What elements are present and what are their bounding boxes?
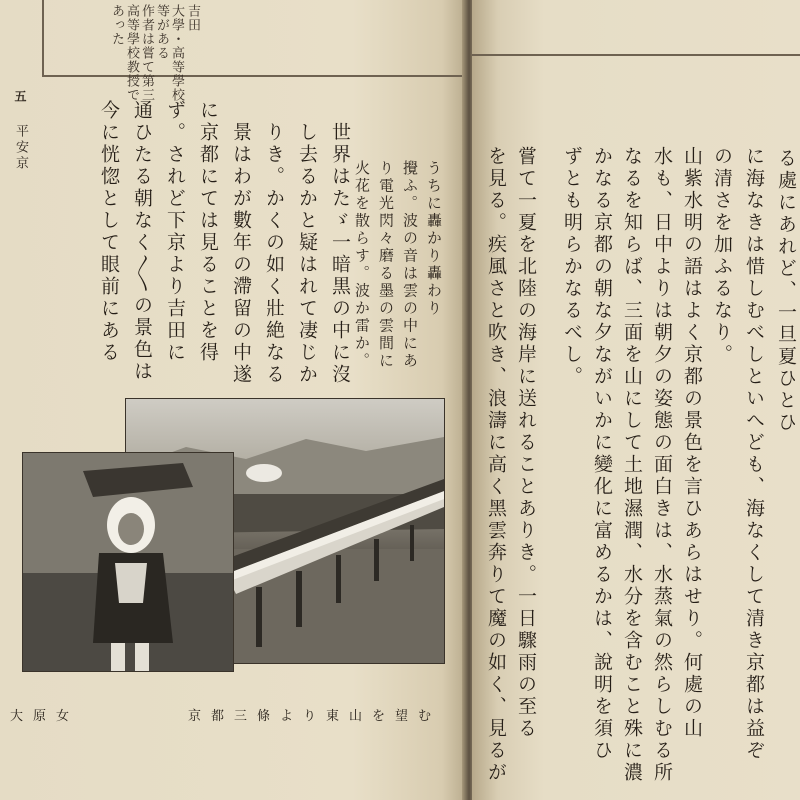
body-column: 景はわが數年の滯留の中遂 bbox=[230, 122, 252, 386]
ohara-woman-photo bbox=[22, 452, 234, 672]
bridge-photo-caption: 京都三條より東山を望む bbox=[188, 709, 442, 724]
body-column: に海なきは惜しむべしといへども、海なくして清き京都は益ぞ bbox=[743, 146, 765, 762]
body-column: 水も、日中よりは朝夕の姿態の面白きは、水蒸氣の然らしむる所 bbox=[651, 146, 673, 784]
body-column: 今に恍惚として眼前にある bbox=[98, 100, 120, 364]
running-title: 平安京 bbox=[13, 124, 28, 172]
body-column: を見る。疾風さと吹き、浪濤に高く黑雲奔りて魔の如く、見るが bbox=[485, 146, 507, 784]
verse-column: 火花を散らす。波か雷か。 bbox=[353, 160, 371, 370]
note-column: 高等學校教授で bbox=[124, 4, 139, 102]
note-column: 大學・高等學校 bbox=[169, 4, 184, 102]
woman-photo-illustration bbox=[23, 453, 233, 671]
body-column: なるを知らば、三面を山にして土地濕潤、水分を含むこと殊に濃 bbox=[621, 146, 643, 784]
note-column: あった bbox=[109, 4, 124, 46]
body-column: かなる京都の朝な夕ながいかに變化に富めるかは、說明を須ひ bbox=[591, 146, 613, 762]
verse-column: り電光閃々磨る墨の雲間に bbox=[377, 160, 395, 370]
body-column: 通ひたる朝なく〳〵の景色は bbox=[131, 100, 153, 383]
body-column: 山紫水明の語はよく京都の景色を言ひあらはせり。何處の山 bbox=[681, 146, 703, 740]
body-column: 世界はたゞ一暗黒の中に沒 bbox=[329, 122, 351, 386]
body-column: ず。されど下京より吉田に bbox=[164, 100, 186, 364]
header-rule bbox=[42, 75, 462, 77]
verse-column: うちに轟かり轟わり bbox=[425, 160, 443, 318]
right-page bbox=[472, 0, 800, 800]
note-column: 吉田 bbox=[185, 4, 200, 32]
body-column: 嘗て一夏を北陸の海岸に送れることありき。一日驟雨の至る bbox=[515, 146, 537, 740]
body-column: る處にあれど、一旦夏ひとひ bbox=[775, 148, 797, 434]
woman-photo-caption: 大原女 bbox=[10, 709, 80, 724]
body-column: し去るかと疑はれて凄じか bbox=[296, 122, 318, 386]
body-column: りき。かくの如く壯絶なる bbox=[263, 122, 285, 386]
body-column: に京都にては見ることを得 bbox=[197, 100, 219, 364]
verse-column: 攪ふ。波の音は雲の中にあ bbox=[401, 160, 419, 370]
body-column: の清さを加ふるなり。 bbox=[711, 146, 733, 366]
page-header-number: 五 bbox=[13, 90, 27, 103]
margin-rule bbox=[42, 0, 44, 75]
note-column: 作者は嘗て第三 bbox=[139, 4, 154, 102]
note-column: 等がある bbox=[154, 4, 169, 60]
header-rule bbox=[472, 54, 800, 56]
body-column: ずとも明らかなるべし。 bbox=[561, 146, 583, 388]
